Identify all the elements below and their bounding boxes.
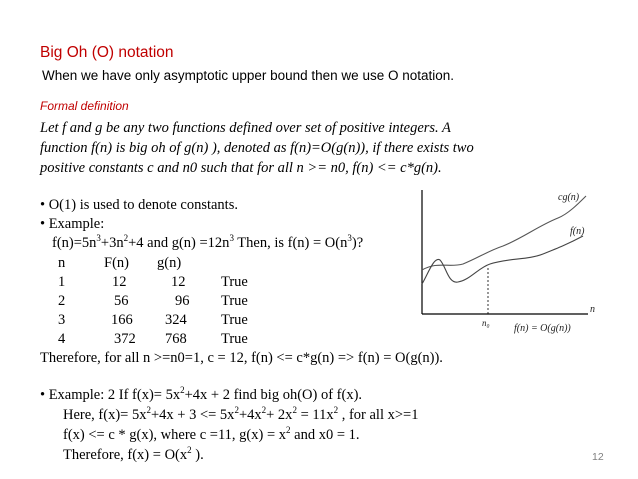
table-cell: 4 [58,331,66,347]
cg-curve [422,196,586,270]
example1-statement: $f(n)=5n^3+3n^2+4$ and $g(n) =12n^3$ Then, is $f(n) = O(n^3)$? [52,233,364,251]
table-cell: 768 [165,331,187,347]
table-cell: True [221,331,248,347]
table-cell: 56 [114,293,129,309]
page-number: 12 [592,451,604,463]
table-cell: True [221,293,248,309]
table-cell: 2 [58,293,66,309]
example2-statement: • Example: 2 If $f(x)= 5x^2+4x + 2$ find big oh(O) of f(x). [40,385,363,403]
table-header-n: n [58,255,66,271]
table-cell: 12 [112,274,127,290]
slide-title: Big Oh (O) notation [40,44,174,61]
table-cell: True [221,274,248,290]
definition-line-1: Let f and g be any two functions defined over set of positive integers. A [40,120,451,136]
cg-label: cg(n) [558,192,580,203]
example2-constants: f(x) <= c * g(x), where c =11, $g(x) = x^2$ and x0 = 1. [63,425,360,443]
example2-inequality: Here, $f(x)= 5x^2+4x + 3 <= 5x^2+4x^2+ 2x^2 = 11x^2$ , for all x>=1 [63,405,419,423]
n-axis-label: n [590,304,595,315]
table-cell: 1 [58,274,66,290]
definition-line-3: positive constants c and n0 such that for all n >= n0, f(n) <= c*g(n). [40,160,442,176]
table-cell: True [221,312,248,328]
table-cell: 324 [165,312,187,328]
table-cell: 372 [114,331,136,347]
example1-conclusion: Therefore, for all n >=n0=1, c = 12, f(n) <= c*g(n) => f(n) = O(g(n)). [40,350,443,366]
table-cell: 96 [175,293,190,309]
big-o-illustration [418,186,610,338]
definition-line-2: function f(n) is big oh of g(n) ), denoted as f(n)=O(g(n)), if there exists two [40,140,474,156]
graph-caption: f(n) = O(g(n)) [514,323,571,334]
table-header-fn: F(n) [104,255,129,271]
table-cell: 3 [58,312,66,328]
bullet-example: • Example: [40,216,105,232]
bullet-constants: • O(1) is used to denote constants. [40,197,238,213]
table-cell: 12 [171,274,186,290]
f-label: f(n) [570,226,585,237]
slide-subtitle: When we have only asymptotic upper bound then we use O notation. [42,68,455,83]
table-cell: 166 [111,312,133,328]
f-curve [422,236,583,284]
example2-conclusion: Therefore, $f(x) = O(x^2$ ). [63,445,204,463]
table-header-gn: g(n) [157,255,182,271]
n0-label: n₀ [482,318,490,328]
formal-definition-label: Formal definition [40,99,129,113]
